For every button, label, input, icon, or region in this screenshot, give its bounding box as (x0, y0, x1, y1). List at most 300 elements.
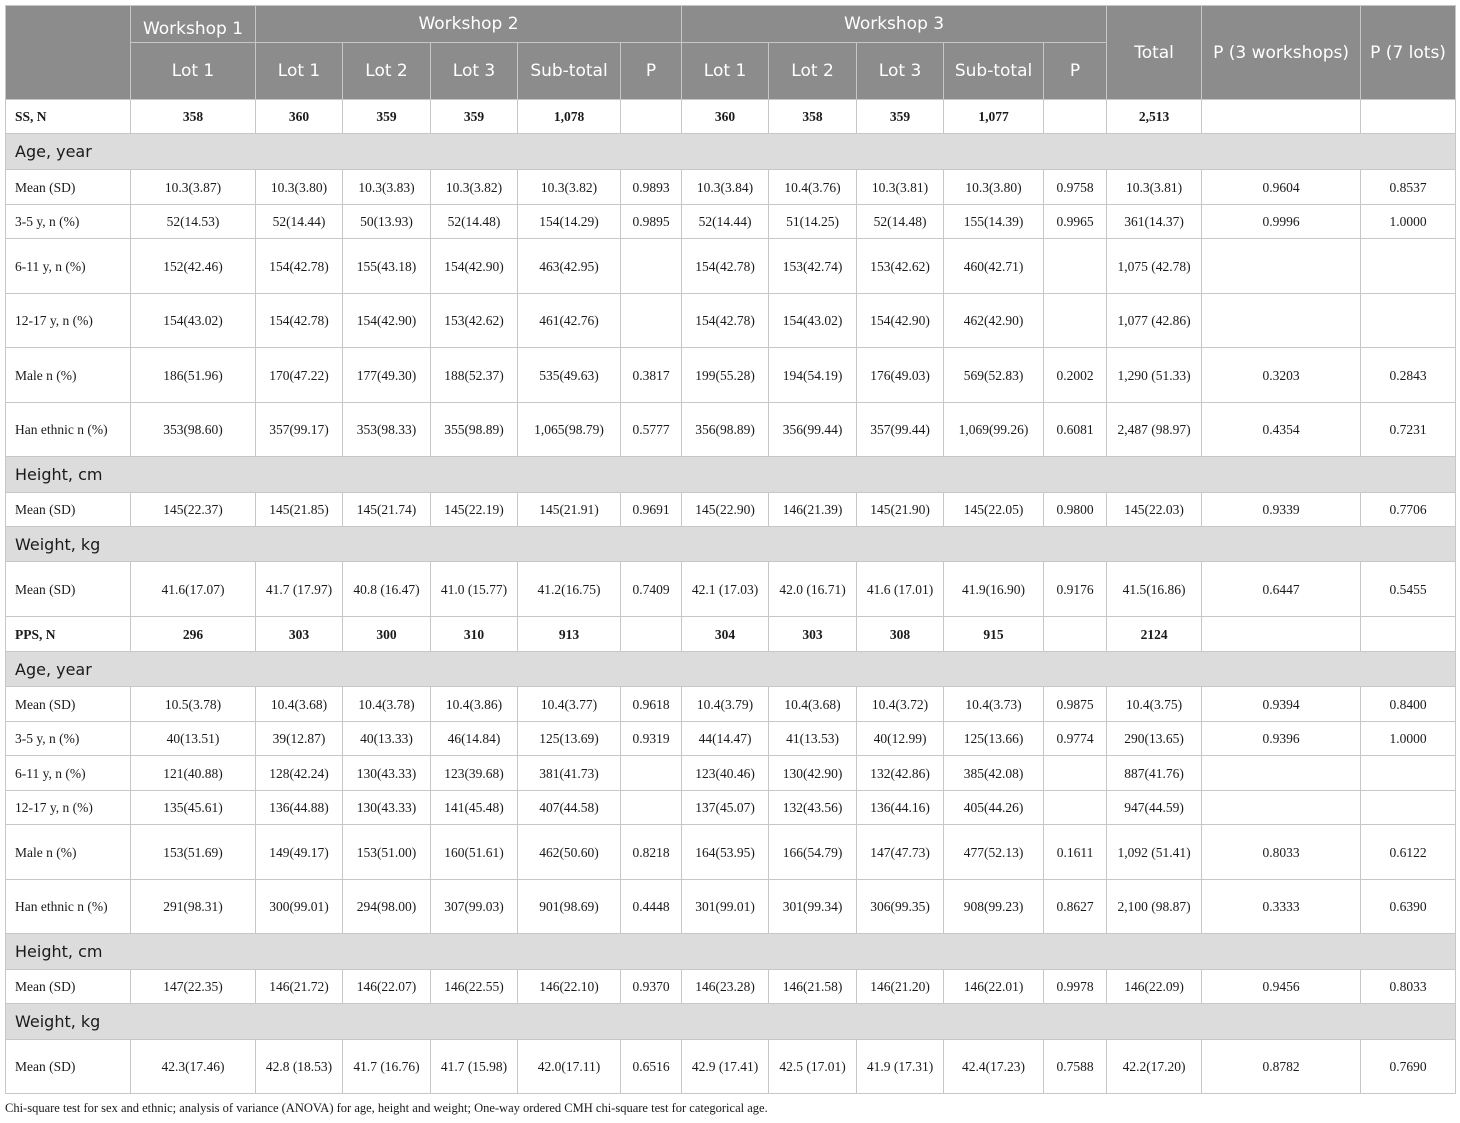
table-cell: 0.8218 (621, 825, 682, 880)
table-cell: 154(14.29) (518, 205, 621, 239)
section-heading-row (6, 1004, 1456, 1040)
table-cell: 10.4(3.73) (944, 687, 1044, 722)
table-cell: 52(14.53) (131, 205, 256, 239)
table-cell (621, 294, 682, 348)
table-cell: 301(99.34) (769, 880, 857, 934)
table-cell: 44(14.47) (682, 722, 769, 756)
section-heading: Weight, kg (6, 1004, 1456, 1040)
table-cell: 153(42.62) (431, 294, 518, 348)
table-cell: 887(41.76) (1107, 756, 1202, 791)
table-cell: 357(99.17) (256, 403, 343, 457)
table-cell: 135(45.61) (131, 791, 256, 825)
section-heading-row (6, 652, 1456, 687)
table-cell: 1,078 (518, 100, 621, 134)
table-cell: 10.3(3.83) (343, 170, 431, 205)
header-w2-lot-1: Lot 1 (256, 43, 343, 100)
table-cell: 146(21.72) (256, 970, 343, 1004)
table-cell: 0.8782 (1202, 1040, 1361, 1094)
header-w3-subtotal: Sub-total (944, 43, 1044, 100)
row-label: Mean (SD) (6, 493, 131, 527)
row-label: 3-5 y, n (%) (6, 722, 131, 756)
table-cell: 2124 (1107, 617, 1202, 652)
table-cell: 153(42.62) (857, 239, 944, 294)
table-cell: 42.8 (18.53) (256, 1040, 343, 1094)
table-cell: 356(98.89) (682, 403, 769, 457)
table-cell: 132(43.56) (769, 791, 857, 825)
table-cell (621, 791, 682, 825)
row-label: 12-17 y, n (%) (6, 294, 131, 348)
header-total: Total (1107, 6, 1202, 100)
table-cell: 146(21.58) (769, 970, 857, 1004)
section-heading: Height, cm (6, 934, 1456, 970)
table-cell: 145(21.74) (343, 493, 431, 527)
table-cell: 149(49.17) (256, 825, 343, 880)
table-cell: 0.9691 (621, 493, 682, 527)
table-cell: 1,092 (51.41) (1107, 825, 1202, 880)
table-cell: 0.9758 (1044, 170, 1107, 205)
table-cell: 10.4(3.86) (431, 687, 518, 722)
table-cell: 361(14.37) (1107, 205, 1202, 239)
table-cell: 41(13.53) (769, 722, 857, 756)
table-cell: 0.3203 (1202, 348, 1361, 403)
header-workshop-1: Workshop 1 (131, 6, 256, 43)
table-cell: 41.6(17.07) (131, 562, 256, 617)
table-cell: 0.7706 (1361, 493, 1456, 527)
table-row (6, 791, 1456, 825)
table-cell: 0.7690 (1361, 1040, 1456, 1094)
table-cell: 358 (131, 100, 256, 134)
table-cell (1044, 791, 1107, 825)
table-cell: 123(40.46) (682, 756, 769, 791)
table-cell: 186(51.96) (131, 348, 256, 403)
table-cell: 41.9 (17.31) (857, 1040, 944, 1094)
table-cell: 177(49.30) (343, 348, 431, 403)
table-cell: 123(39.68) (431, 756, 518, 791)
table-cell: 166(54.79) (769, 825, 857, 880)
table-cell: 155(43.18) (343, 239, 431, 294)
table-cell (621, 617, 682, 652)
table-cell: 901(98.69) (518, 880, 621, 934)
table-cell: 52(14.44) (256, 205, 343, 239)
table-cell: 0.9604 (1202, 170, 1361, 205)
table-cell: 41.6 (17.01) (857, 562, 944, 617)
table-cell: 132(42.86) (857, 756, 944, 791)
table-cell: 154(42.78) (682, 239, 769, 294)
table-cell: 10.4(3.68) (769, 687, 857, 722)
table-cell: 136(44.16) (857, 791, 944, 825)
table-cell: 0.6390 (1361, 880, 1456, 934)
table-cell: 153(51.00) (343, 825, 431, 880)
table-cell: 52(14.48) (857, 205, 944, 239)
table-cell: 121(40.88) (131, 756, 256, 791)
table-cell: 303 (769, 617, 857, 652)
table-cell: 137(45.07) (682, 791, 769, 825)
table-body (6, 100, 1456, 1094)
table-cell: 0.3333 (1202, 880, 1361, 934)
section-heading-row (6, 527, 1456, 562)
table-cell: 0.5455 (1361, 562, 1456, 617)
table-cell: 0.8537 (1361, 170, 1456, 205)
table-cell: 0.5777 (621, 403, 682, 457)
table-cell: 160(51.61) (431, 825, 518, 880)
table-cell: 188(52.37) (431, 348, 518, 403)
table-cell: 170(47.22) (256, 348, 343, 403)
table-cell: 52(14.48) (431, 205, 518, 239)
table-row (6, 205, 1456, 239)
table-cell: 291(98.31) (131, 880, 256, 934)
table-cell: 0.9370 (621, 970, 682, 1004)
table-cell: 908(99.23) (944, 880, 1044, 934)
population-row (6, 617, 1456, 652)
table-cell: 146(21.20) (857, 970, 944, 1004)
table-cell (1202, 756, 1361, 791)
section-heading: Height, cm (6, 457, 1456, 493)
table-cell: 10.3(3.84) (682, 170, 769, 205)
table-cell (1202, 791, 1361, 825)
header-w2-subtotal: Sub-total (518, 43, 621, 100)
table-cell (1202, 617, 1361, 652)
table-cell: 130(42.90) (769, 756, 857, 791)
table-cell: 0.7231 (1361, 403, 1456, 457)
table-cell: 462(42.90) (944, 294, 1044, 348)
table-cell: 0.8033 (1202, 825, 1361, 880)
table-cell: 0.6122 (1361, 825, 1456, 880)
table-cell: 154(43.02) (131, 294, 256, 348)
table-cell: 146(22.55) (431, 970, 518, 1004)
header-w2-lot-3: Lot 3 (431, 43, 518, 100)
table-cell: 199(55.28) (682, 348, 769, 403)
table-cell: 0.9893 (621, 170, 682, 205)
table-cell: 130(43.33) (343, 791, 431, 825)
table-cell: 125(13.69) (518, 722, 621, 756)
row-label: Male n (%) (6, 348, 131, 403)
table-cell: 357(99.44) (857, 403, 944, 457)
table-row (6, 403, 1456, 457)
row-label: 12-17 y, n (%) (6, 791, 131, 825)
table-cell: 52(14.44) (682, 205, 769, 239)
table-row (6, 756, 1456, 791)
table-cell: 145(22.05) (944, 493, 1044, 527)
table-cell: 153(51.69) (131, 825, 256, 880)
table-cell: 40(13.51) (131, 722, 256, 756)
table-cell: 50(13.93) (343, 205, 431, 239)
table-cell: 42.0(17.11) (518, 1040, 621, 1094)
table-cell: 41.5(16.86) (1107, 562, 1202, 617)
table-cell: 0.9618 (621, 687, 682, 722)
table-cell: 145(21.90) (857, 493, 944, 527)
table-cell: 146(21.39) (769, 493, 857, 527)
table-cell: 10.5(3.78) (131, 687, 256, 722)
table-cell: 0.6516 (621, 1040, 682, 1094)
table-cell: 145(22.19) (431, 493, 518, 527)
table-cell: 155(14.39) (944, 205, 1044, 239)
table-cell: 46(14.84) (431, 722, 518, 756)
table-cell: 0.9396 (1202, 722, 1361, 756)
row-label: Mean (SD) (6, 687, 131, 722)
table-row (6, 722, 1456, 756)
table-cell: 1,075 (42.78) (1107, 239, 1202, 294)
table-cell: 41.2(16.75) (518, 562, 621, 617)
table-cell: 42.1 (17.03) (682, 562, 769, 617)
table-cell: 0.8033 (1361, 970, 1456, 1004)
table-cell: 296 (131, 617, 256, 652)
table-cell (621, 239, 682, 294)
table-cell: 0.6081 (1044, 403, 1107, 457)
table-cell: 360 (256, 100, 343, 134)
table-cell: 0.9800 (1044, 493, 1107, 527)
table-cell: 0.4448 (621, 880, 682, 934)
table-cell: 164(53.95) (682, 825, 769, 880)
table-cell: 154(43.02) (769, 294, 857, 348)
table-cell: 152(42.46) (131, 239, 256, 294)
table-cell: 0.1611 (1044, 825, 1107, 880)
table-cell (1361, 756, 1456, 791)
table-cell: 0.9176 (1044, 562, 1107, 617)
table-cell: 42.5 (17.01) (769, 1040, 857, 1094)
table-cell: 145(22.90) (682, 493, 769, 527)
table-cell: 359 (431, 100, 518, 134)
table-cell (621, 756, 682, 791)
table-cell: 300 (343, 617, 431, 652)
header-w3-lot-1: Lot 1 (682, 43, 769, 100)
table-cell: 300(99.01) (256, 880, 343, 934)
table-row (6, 239, 1456, 294)
table-cell: 290(13.65) (1107, 722, 1202, 756)
table-row (6, 348, 1456, 403)
table-cell: 381(41.73) (518, 756, 621, 791)
table-cell: 154(42.78) (682, 294, 769, 348)
table-cell: 358 (769, 100, 857, 134)
table-cell: 307(99.03) (431, 880, 518, 934)
table-cell: 154(42.78) (256, 239, 343, 294)
table-cell (1044, 100, 1107, 134)
table-cell: 0.9339 (1202, 493, 1361, 527)
table-cell: 145(22.03) (1107, 493, 1202, 527)
table-cell: 145(22.37) (131, 493, 256, 527)
table-row (6, 970, 1456, 1004)
table-cell: 353(98.60) (131, 403, 256, 457)
population-row (6, 100, 1456, 134)
table-cell (1202, 294, 1361, 348)
table-cell: 0.9978 (1044, 970, 1107, 1004)
table-cell: 2,100 (98.87) (1107, 880, 1202, 934)
header-w1-lot-1: Lot 1 (131, 43, 256, 100)
table-cell: 42.0 (16.71) (769, 562, 857, 617)
table-cell: 304 (682, 617, 769, 652)
row-label: 6-11 y, n (%) (6, 239, 131, 294)
table-footnote: Chi-square test for sex and ethnic; analysis of variance (ANOVA) for age, height and weight; One-way ordered CMH chi-square test for categorical age. (5, 1101, 768, 1115)
table-cell: 147(22.35) (131, 970, 256, 1004)
row-label: Mean (SD) (6, 562, 131, 617)
table-cell: 176(49.03) (857, 348, 944, 403)
section-heading-row (6, 457, 1456, 493)
table-cell: 915 (944, 617, 1044, 652)
row-label: Mean (SD) (6, 170, 131, 205)
table-cell: 1,077 (944, 100, 1044, 134)
table-cell: 10.4(3.76) (769, 170, 857, 205)
table-cell: 10.4(3.79) (682, 687, 769, 722)
table-cell: 42.3(17.46) (131, 1040, 256, 1094)
table-cell: 2,487 (98.97) (1107, 403, 1202, 457)
row-label: Han ethnic n (%) (6, 880, 131, 934)
header-blank (6, 6, 131, 100)
table-cell: 306(99.35) (857, 880, 944, 934)
table-cell: 0.4354 (1202, 403, 1361, 457)
table-cell: 355(98.89) (431, 403, 518, 457)
table-cell (1361, 294, 1456, 348)
table-cell: 10.4(3.77) (518, 687, 621, 722)
table-cell: 145(21.85) (256, 493, 343, 527)
table-row (6, 294, 1456, 348)
table-cell: 0.8400 (1361, 687, 1456, 722)
table-cell: 460(42.71) (944, 239, 1044, 294)
table-cell (1044, 239, 1107, 294)
table-cell: 51(14.25) (769, 205, 857, 239)
header-w3-lot-2: Lot 2 (769, 43, 857, 100)
header-workshop-3: Workshop 3 (682, 6, 1107, 43)
table-cell: 194(54.19) (769, 348, 857, 403)
table-row (6, 687, 1456, 722)
table-cell: 10.4(3.75) (1107, 687, 1202, 722)
table-row (6, 493, 1456, 527)
table-cell (1202, 239, 1361, 294)
table-cell: 356(99.44) (769, 403, 857, 457)
table-cell: 0.2843 (1361, 348, 1456, 403)
table-cell: 294(98.00) (343, 880, 431, 934)
table-cell: 154(42.90) (343, 294, 431, 348)
section-heading-row (6, 934, 1456, 970)
table-cell: 154(42.78) (256, 294, 343, 348)
table-cell (1361, 239, 1456, 294)
table-cell: 1.0000 (1361, 205, 1456, 239)
table-cell: 1,077 (42.86) (1107, 294, 1202, 348)
table-row (6, 825, 1456, 880)
table-row (6, 170, 1456, 205)
table-cell (1044, 294, 1107, 348)
table-cell: 0.2002 (1044, 348, 1107, 403)
table-cell: 0.9895 (621, 205, 682, 239)
table-cell: 477(52.13) (944, 825, 1044, 880)
table-cell: 40.8 (16.47) (343, 562, 431, 617)
table-cell: 0.9875 (1044, 687, 1107, 722)
table-cell: 40(12.99) (857, 722, 944, 756)
table-cell: 535(49.63) (518, 348, 621, 403)
table-cell: 1.0000 (1361, 722, 1456, 756)
table-cell: 10.3(3.82) (431, 170, 518, 205)
table-cell: 42.9 (17.41) (682, 1040, 769, 1094)
table-cell: 130(43.33) (343, 756, 431, 791)
table-cell: 146(22.07) (343, 970, 431, 1004)
table-cell: 0.7409 (621, 562, 682, 617)
table-cell: 10.3(3.80) (944, 170, 1044, 205)
table-cell: 42.4(17.23) (944, 1040, 1044, 1094)
table-cell (621, 100, 682, 134)
table-cell: 146(22.01) (944, 970, 1044, 1004)
table-cell: 463(42.95) (518, 239, 621, 294)
row-label: Han ethnic n (%) (6, 403, 131, 457)
table-cell: 1,069(99.26) (944, 403, 1044, 457)
table-cell: 42.2(17.20) (1107, 1040, 1202, 1094)
table-cell: 10.4(3.72) (857, 687, 944, 722)
table-cell: 41.7 (17.97) (256, 562, 343, 617)
header-w3-lot-3: Lot 3 (857, 43, 944, 100)
table-cell: 0.8627 (1044, 880, 1107, 934)
table-cell: 0.3817 (621, 348, 682, 403)
table-cell (1202, 100, 1361, 134)
section-heading: Age, year (6, 652, 1456, 687)
table-cell: 0.9394 (1202, 687, 1361, 722)
table-cell: 359 (343, 100, 431, 134)
table-cell: 303 (256, 617, 343, 652)
header-row-groups (6, 6, 1456, 43)
table-cell (1044, 756, 1107, 791)
table-cell (1361, 617, 1456, 652)
table-cell: 10.3(3.81) (857, 170, 944, 205)
table-row (6, 880, 1456, 934)
row-label: Mean (SD) (6, 970, 131, 1004)
table-cell: 41.0 (15.77) (431, 562, 518, 617)
table-cell: 10.4(3.68) (256, 687, 343, 722)
table-cell: 154(42.90) (857, 294, 944, 348)
table-cell: 359 (857, 100, 944, 134)
table-cell: 0.9996 (1202, 205, 1361, 239)
table-cell: 153(42.74) (769, 239, 857, 294)
table-cell: 128(42.24) (256, 756, 343, 791)
demographics-table-document (5, 5, 1455, 1094)
table-cell: 1,065(98.79) (518, 403, 621, 457)
row-label: Mean (SD) (6, 1040, 131, 1094)
table-cell: 145(21.91) (518, 493, 621, 527)
table-cell: 154(42.90) (431, 239, 518, 294)
table-cell: 0.7588 (1044, 1040, 1107, 1094)
table-cell: 301(99.01) (682, 880, 769, 934)
table-cell: 10.3(3.80) (256, 170, 343, 205)
demographics-table (5, 5, 1456, 1094)
table-cell: 461(42.76) (518, 294, 621, 348)
header-w2-p: P (621, 43, 682, 100)
row-label: 3-5 y, n (%) (6, 205, 131, 239)
row-label: PPS, N (6, 617, 131, 652)
table-cell: 136(44.88) (256, 791, 343, 825)
table-cell: 0.9774 (1044, 722, 1107, 756)
header-p-3-workshops: P (3 workshops) (1202, 6, 1361, 100)
table-header (6, 6, 1456, 100)
table-cell: 146(23.28) (682, 970, 769, 1004)
table-cell (1361, 100, 1456, 134)
header-workshop-2: Workshop 2 (256, 6, 682, 43)
table-cell: 0.9965 (1044, 205, 1107, 239)
table-cell: 462(50.60) (518, 825, 621, 880)
table-cell: 310 (431, 617, 518, 652)
table-cell: 353(98.33) (343, 403, 431, 457)
table-row (6, 1040, 1456, 1094)
table-cell: 360 (682, 100, 769, 134)
table-cell: 0.6447 (1202, 562, 1361, 617)
row-label: Male n (%) (6, 825, 131, 880)
table-cell: 913 (518, 617, 621, 652)
table-cell: 10.3(3.87) (131, 170, 256, 205)
table-cell: 125(13.66) (944, 722, 1044, 756)
header-w2-lot-2: Lot 2 (343, 43, 431, 100)
table-cell: 947(44.59) (1107, 791, 1202, 825)
table-cell: 2,513 (1107, 100, 1202, 134)
table-cell: 10.3(3.81) (1107, 170, 1202, 205)
table-cell: 0.9319 (621, 722, 682, 756)
table-cell: 385(42.08) (944, 756, 1044, 791)
table-cell: 0.9456 (1202, 970, 1361, 1004)
table-cell: 10.4(3.78) (343, 687, 431, 722)
table-cell: 39(12.87) (256, 722, 343, 756)
